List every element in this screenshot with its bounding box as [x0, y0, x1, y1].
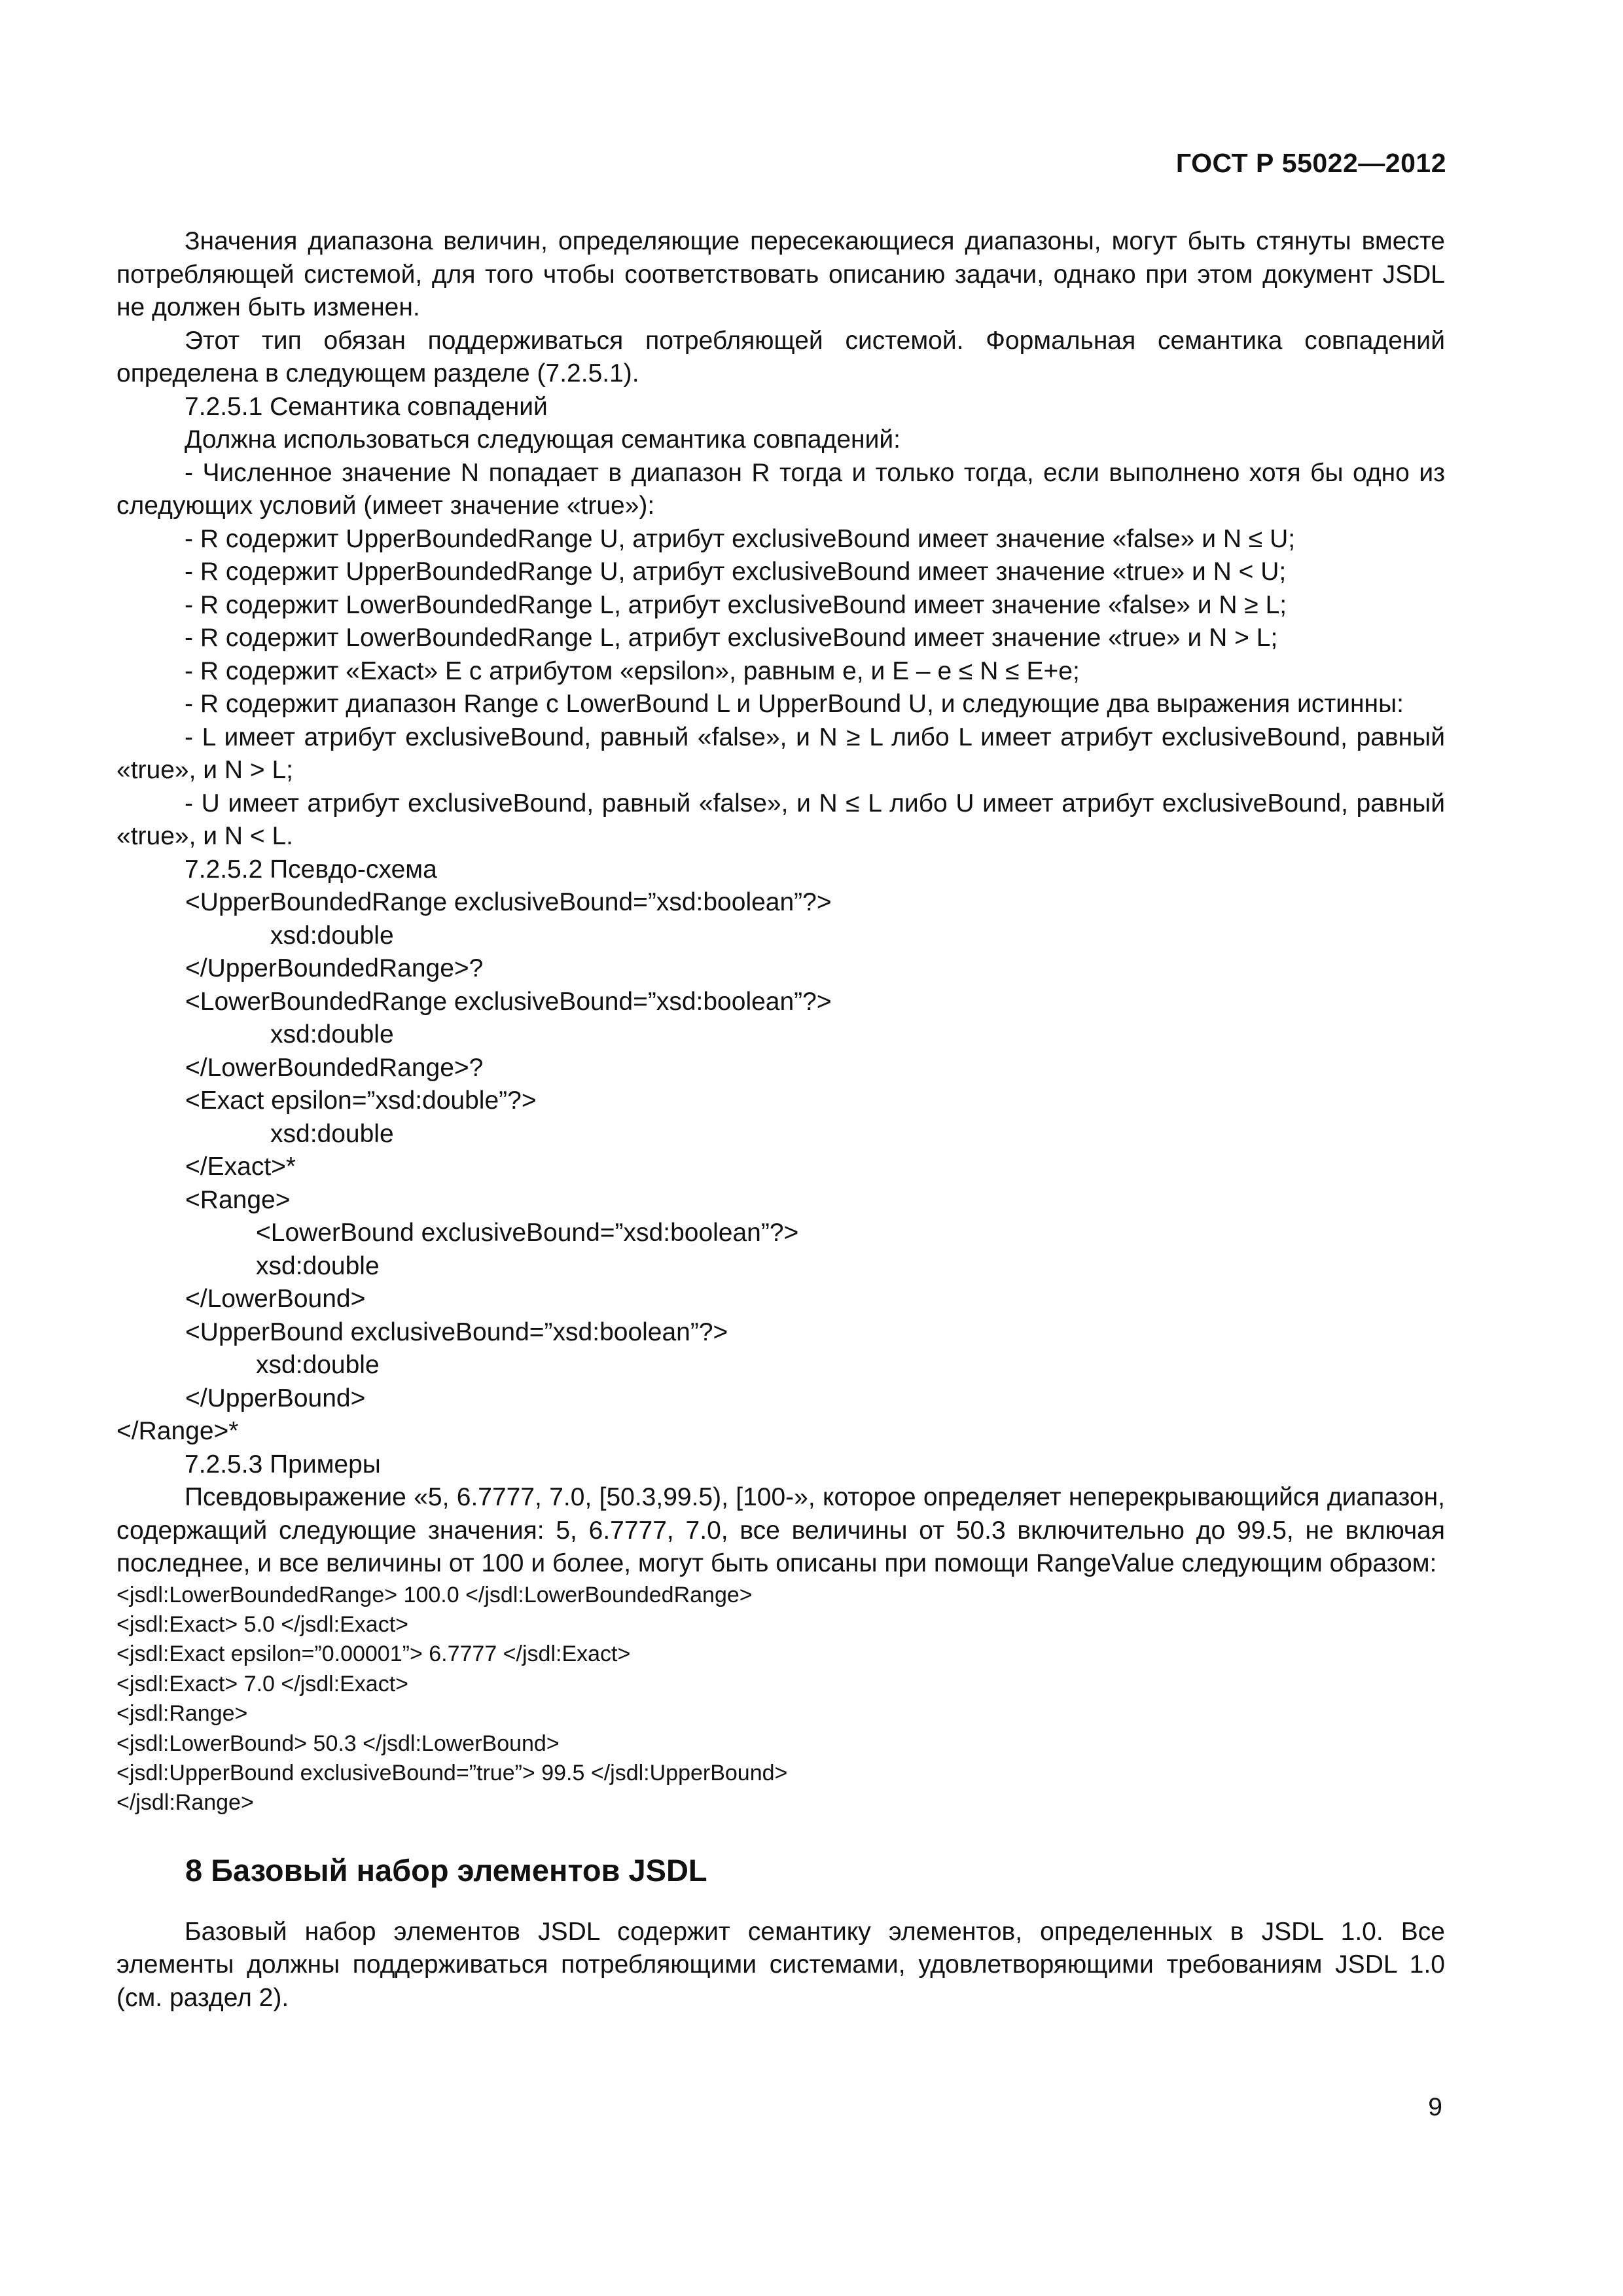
example-line: <jsdl:Exact epsilon=”0.00001”> 6.7777 </jsdl:Exact> [116, 1641, 631, 1667]
page-content [116, 225, 1445, 2015]
section-heading-8: 8 Базовый набор элементов JSDL [185, 1852, 707, 1888]
pseudo-line: xsd:double [270, 1119, 394, 1148]
subsection-title-matching: 7.2.5.1 Семантика совпадений [185, 392, 548, 421]
example-line: <jsdl:LowerBoundedRange> 100.0 </jsdl:LowerBoundedRange> [116, 1582, 753, 1607]
rule-range: - R содержит диапазон Range с LowerBound L и UpperBound U, и следующие два выражения истинны: [185, 690, 1404, 718]
example-line: <jsdl:Exact> 5.0 </jsdl:Exact> [116, 1611, 409, 1637]
pseudo-line: <LowerBoundedRange exclusiveBound=”xsd:boolean”?> [185, 987, 832, 1016]
example-line: <jsdl:Exact> 7.0 </jsdl:Exact> [116, 1671, 409, 1696]
example-line: <jsdl:Range> [116, 1701, 248, 1727]
pseudo-line: </Exact>* [185, 1153, 296, 1181]
pseudo-line: xsd:double [256, 1351, 380, 1379]
example-line: <jsdl:UpperBound exclusiveBound=”true”> 99.5 </jsdl:UpperBound> [116, 1760, 788, 1785]
numeric-rule: - Численное значение N попадает в диапазон R тогда и только тогда, если выполнено хотя бы одно из следующих условий (имеет значение «true»): [116, 458, 1445, 520]
document-header: ГОСТ Р 55022—2012 [1175, 148, 1446, 178]
pseudo-line: </LowerBound> [185, 1285, 366, 1313]
subsection-title-examples: 7.2.5.3 Примеры [185, 1450, 381, 1479]
pseudo-line: <Range> [185, 1185, 291, 1214]
rule-upper-false: - R содержит UpperBoundedRange U, атрибут exclusiveBound имеет значение «false» и N ≤ U; [185, 524, 1296, 553]
matching-intro: Должна использоваться следующая семантика совпадений: [185, 425, 901, 454]
paragraph-support: Этот тип обязан поддерживаться потребляющей системой. Формальная семантика совпадений определена в следующем разделе (7.2.5.1). [116, 326, 1445, 387]
rule-upper-true: - R содержит UpperBoundedRange U, атрибут exclusiveBound имеет значение «true» и N < U; [185, 558, 1287, 586]
pseudo-line: <LowerBound exclusiveBound=”xsd:boolean”?> [256, 1219, 799, 1247]
paragraph-range-merge: Значения диапазона величин, определяющие пересекающиеся диапазоны, могут быть стянуты вместе потребляющей системой, для того чтобы соответствовать описанию задачи, однако при этом документ JSDL не должен быть изменен. [116, 227, 1445, 321]
pseudo-line: </UpperBoundedRange>? [185, 954, 484, 982]
examples-text: Псевдовыражение «5, 6.7777, 7.0, [50.3,99.5), [100-», которое определяет неперекрывающийся диапазон, содержащий следующие значения: 5, 6.7777, 7.0, все величины от 50.3 включительно до 99.5, не включая последнее, и все величины от 100 и более, могут быть описаны при помощи RangeValue следующим образом: [116, 1483, 1445, 1577]
example-line: <jsdl:LowerBound> 50.3 </jsdl:LowerBound> [116, 1731, 560, 1756]
pseudo-line: xsd:double [270, 921, 394, 950]
section-8-text: Базовый набор элементов JSDL содержит семантику элементов, определенных в JSDL 1.0. Все элементы должны поддерживаться потребляющими системами, удовлетворяющими требованиям JSDL 1.0 (см. раздел 2). [116, 1917, 1445, 2012]
rule-lower-true: - R содержит LowerBoundedRange L, атрибут exclusiveBound имеет значение «true» и N > L; [185, 624, 1278, 652]
rule-lower-false: - R содержит LowerBoundedRange L, атрибут exclusiveBound имеет значение «false» и N ≥ L; [185, 590, 1287, 619]
rule-range-lower: - L имеет атрибут exclusiveBound, равный «false», и N ≥ L либо L имеет атрибут exclusiveBound, равный «true», и N > L; [116, 723, 1445, 784]
pseudo-line: </LowerBoundedRange>? [185, 1053, 484, 1082]
pseudo-line: <UpperBoundedRange exclusiveBound=”xsd:boolean”?> [185, 888, 832, 916]
example-line: </jsdl:Range> [116, 1790, 254, 1816]
subsection-title-pseudo-schema: 7.2.5.2 Псевдо-схема [185, 855, 437, 884]
pseudo-line: xsd:double [256, 1251, 380, 1280]
pseudo-line: <UpperBound exclusiveBound=”xsd:boolean”?> [185, 1318, 728, 1346]
pseudo-line: </UpperBound> [185, 1384, 366, 1412]
page-number: 9 [1428, 2093, 1442, 2121]
pseudo-line: <Exact epsilon=”xsd:double”?> [185, 1086, 537, 1115]
rule-exact: - R содержит «Exact» E с атрибутом «epsilon», равным e, и E – e ≤ N ≤ E+e; [185, 656, 1080, 685]
rule-range-upper: - U имеет атрибут exclusiveBound, равный «false», и N ≤ L либо U имеет атрибут exclusiveBound, равный «true», и N < L. [116, 789, 1445, 850]
pseudo-line: xsd:double [270, 1020, 394, 1049]
pseudo-line: </Range>* [116, 1417, 239, 1445]
